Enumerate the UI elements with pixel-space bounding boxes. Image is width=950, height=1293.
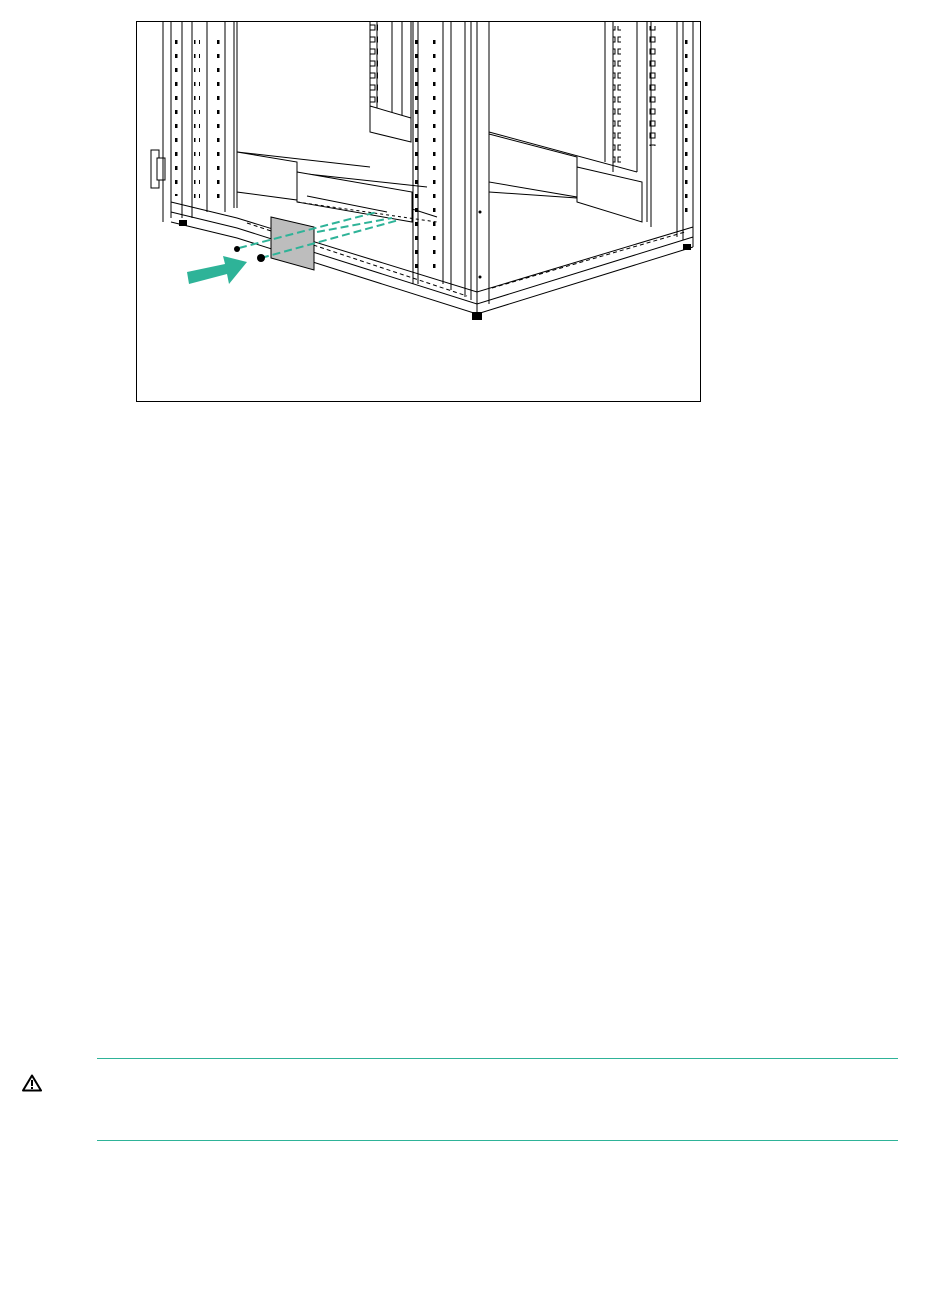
back-left-post-slots [370, 22, 378, 106]
center-post-holes [433, 32, 439, 272]
screw-1 [234, 246, 240, 252]
rack-drawing [137, 22, 701, 402]
notice-top-rule [97, 1058, 898, 1059]
screw-2 [257, 254, 265, 262]
notice-bottom-rule [97, 1140, 898, 1141]
insert-arrow-icon [187, 256, 247, 284]
foot-left [179, 220, 187, 226]
foot-right [683, 244, 691, 250]
rack-illustration [136, 21, 701, 402]
left-side-holes [174, 36, 180, 196]
center-post-holes-2 [413, 32, 419, 272]
foot-front [472, 312, 482, 320]
left-rail-holes [194, 32, 200, 202]
stabilizer-brackets [237, 106, 642, 222]
right-side-holes [682, 32, 688, 222]
warning-triangle-icon [22, 1074, 42, 1092]
rack-base [171, 202, 693, 314]
left-rail-holes-2 [215, 32, 221, 202]
right-post-slots [613, 26, 621, 166]
front-center-post [413, 22, 489, 304]
alignment-guides [239, 212, 399, 258]
stabilizer-plate [271, 217, 314, 270]
right-post-slots-2 [649, 26, 657, 146]
